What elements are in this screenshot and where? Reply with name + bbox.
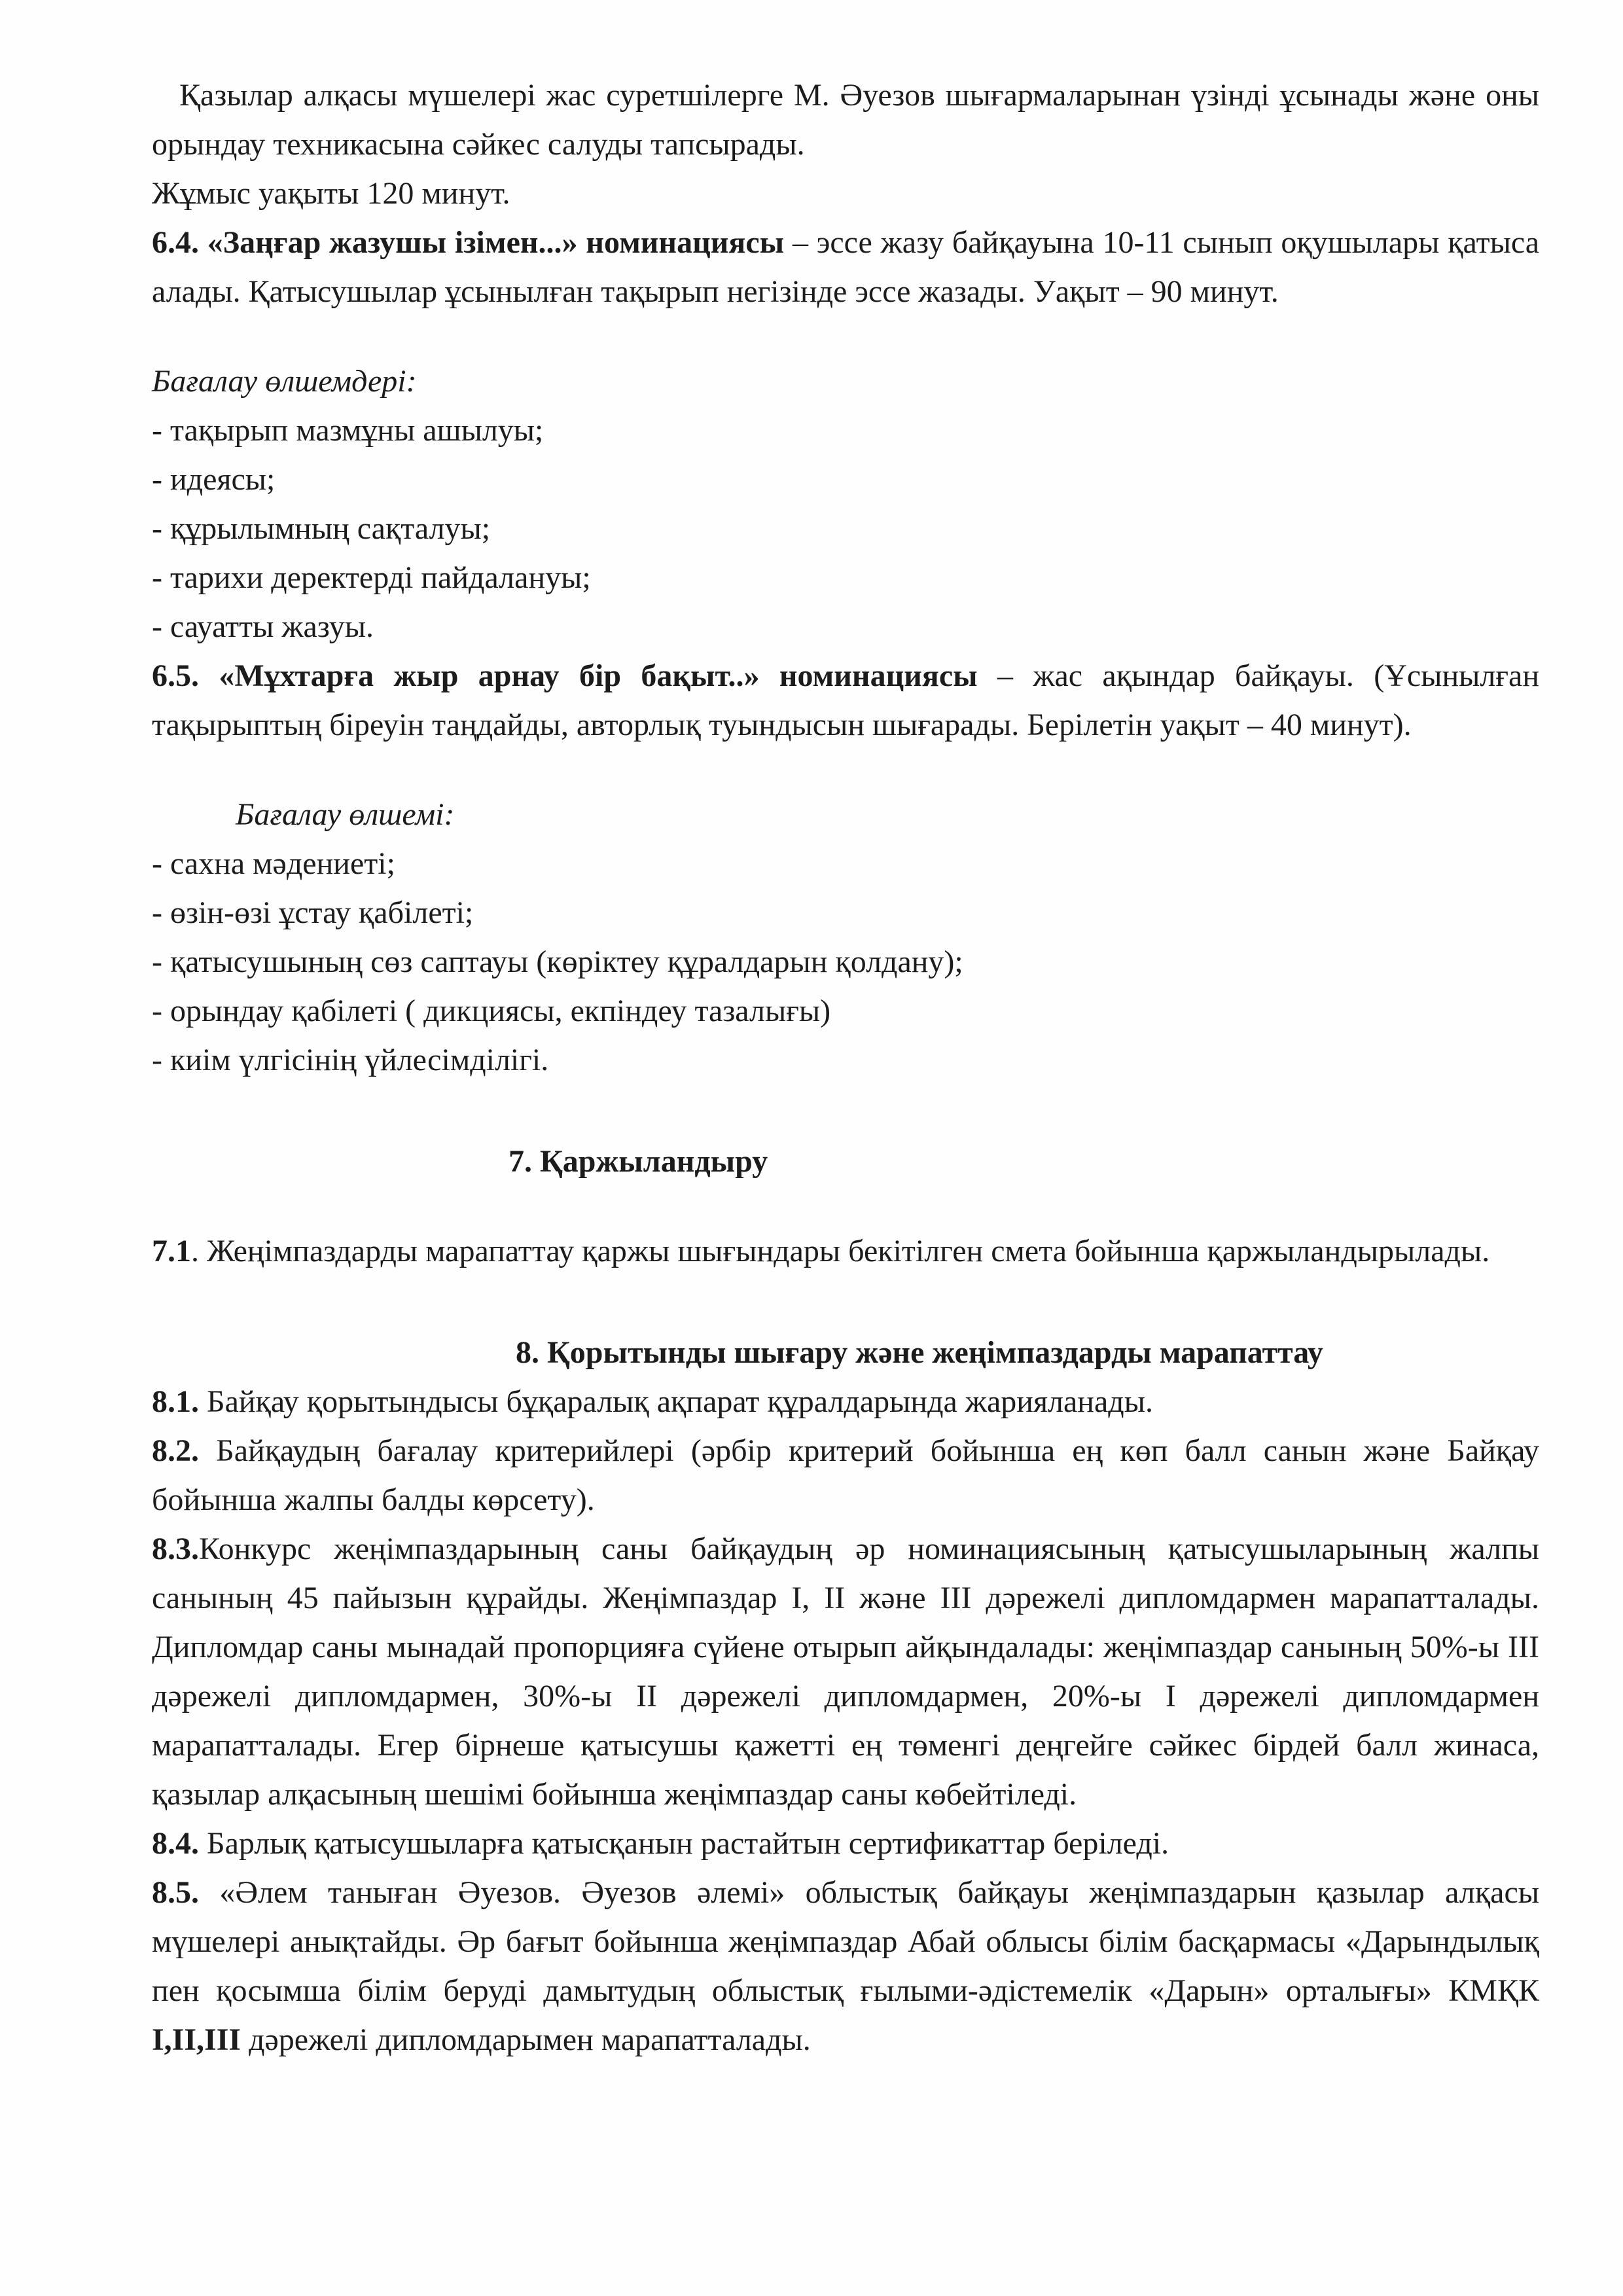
section-8-2-number: 8.2. (152, 1433, 199, 1468)
intro-paragraph: Қазылар алқасы мүшелері жас суретшілерге М. Әуезов шығармаларынан үзінді ұсынады және оны орындау техникасына сәйкес салуды тапсырады. (152, 78, 1539, 162)
section-8-4-paragraph (152, 1819, 1539, 1868)
section-8-4-number: 8.4. (152, 1826, 199, 1861)
section-6-4-paragraph (152, 218, 1539, 316)
section-8-1-number: 8.1. (152, 1384, 199, 1419)
criteria-item: - сахна мәдениеті; (152, 846, 395, 881)
section-7-heading: 7. Қаржыландыру (508, 1144, 768, 1179)
section-8-5-text-end: дәрежелі дипломдарымен марапатталады. (241, 2022, 811, 2057)
section-6-5-body: – жас ақындар байқауы. (Ұсынылған тақырыптың біреуін таңдайды, авторлық туындысын шығарады. Берілетін уақыт – 40 минут). (152, 658, 1540, 742)
section-8-2-paragraph (152, 1426, 1539, 1524)
criteria-item: - сауатты жазуы. (152, 609, 374, 644)
section-8-1-text: Байқау қорытындысы бұқаралық ақпарат құралдарында жарияланады. (199, 1384, 1153, 1419)
criteria-item: - құрылымның сақталуы; (152, 511, 491, 546)
criteria-item: - тарихи деректерді пайдалануы; (152, 560, 591, 595)
section-8-2-text: Байқаудың бағалау критерийлері (әрбір критерий бойынша ең көп балл санын және Байқау бойынша жалпы балды көрсету). (152, 1433, 1539, 1517)
section-6-5-title: «Мұхтарға жыр арнау бір бақыт..» номинациясы (219, 658, 978, 693)
section-8-5-number: 8.5. (152, 1875, 199, 1910)
section-6-5-paragraph (152, 651, 1539, 749)
document-body (152, 71, 1539, 2064)
section-8-3-number: 8.3. (152, 1532, 199, 1566)
intro-time: Жұмыс уақыты 120 минут. (152, 176, 510, 211)
section-8-1-paragraph (152, 1377, 1539, 1426)
criteria-item: - өзін-өзі ұстау қабілеті; (152, 895, 474, 930)
section-6-5-number: 6.5. (152, 658, 199, 693)
section-6-4-body: – эссе жазу байқауына 10-11 сынып оқушылары қатыса алады. Қатысушылар ұсынылған тақырып негізінде эссе жазады. Уақыт – 90 минут. (152, 225, 1540, 309)
section-8-heading: 8. Қорытынды шығару және жеңімпаздарды марапаттау (516, 1335, 1323, 1370)
section-8-5-text: «Әлем таныған Әуезов. Әуезов әлемі» облыстық байқауы жеңімпаздарын қазылар алқасы мүшелері анықтайды. Әр бағыт бойынша жеңімпаздар Абай облысы білім басқармасы «Дарындылық пен қосымша білім беруді дамытудың облыстық ғылыми-әдістемелік «Дарын» орталығы» КМҚК (152, 1875, 1539, 2008)
diploma-degrees: І,ІІ,ІІІ (152, 2022, 241, 2057)
criteria-item: - киім үлгісінің үйлесімділігі. (152, 1043, 549, 1077)
section-6-4-number: 6.4. (152, 225, 199, 260)
section-8-5-paragraph (152, 1868, 1539, 2064)
criteria-item: - идеясы; (152, 462, 276, 497)
section-7-1-text: . Жеңімпаздарды марапаттау қаржы шығындары бекітілген смета бойынша қаржыландырылады. (191, 1234, 1490, 1268)
section-7-1-number: 7.1 (152, 1234, 191, 1268)
section-6-5-criteria-list (152, 839, 1539, 1085)
section-8-4-text: Барлық қатысушыларға қатысқанын растайтын сертификаттар беріледі. (199, 1826, 1169, 1861)
section-6-4-criteria-label: Бағалау өлшемдері: (152, 364, 417, 399)
section-8-3-paragraph (152, 1524, 1539, 1819)
criteria-item: - орындау қабілеті ( дикциясы, екпіндеу тазалығы) (152, 994, 831, 1028)
section-7-1-paragraph (152, 1227, 1539, 1276)
criteria-item: - тақырып мазмұны ашылуы; (152, 413, 544, 448)
section-8-3-text: Конкурс жеңімпаздарының саны байқаудың әр номинациясының қатысушыларының жалпы санының 45 пайызын құрайды. Жеңімпаздар І, ІІ және ІІІ дәрежелі дипломдармен марапатталады. Дипломдар саны мынадай пропорцияға сүйене отырып айқындалады: жеңімпаздар санының 50%-ы ІІІ дәрежелі дипломдармен, 30%-ы ІІ дәрежелі дипломдармен, 20%-ы І дәрежелі дипломдармен марапатталады. Егер бірнеше қатысушы қажетті ең төменгі деңгейге сәйкес бірдей балл жинаса, қазылар алқасының шешімі бойынша жеңімпаздар саны көбейтіледі. (152, 1532, 1539, 1812)
section-6-4-criteria-list (152, 406, 1539, 651)
criteria-item: - қатысушының сөз саптауы (көріктеу құралдарын қолдану); (152, 944, 963, 979)
section-6-5-criteria-label: Бағалау өлшемі: (236, 797, 455, 832)
section-6-4-title: «Заңғар жазушы ізімен...» номинациясы (207, 225, 785, 260)
